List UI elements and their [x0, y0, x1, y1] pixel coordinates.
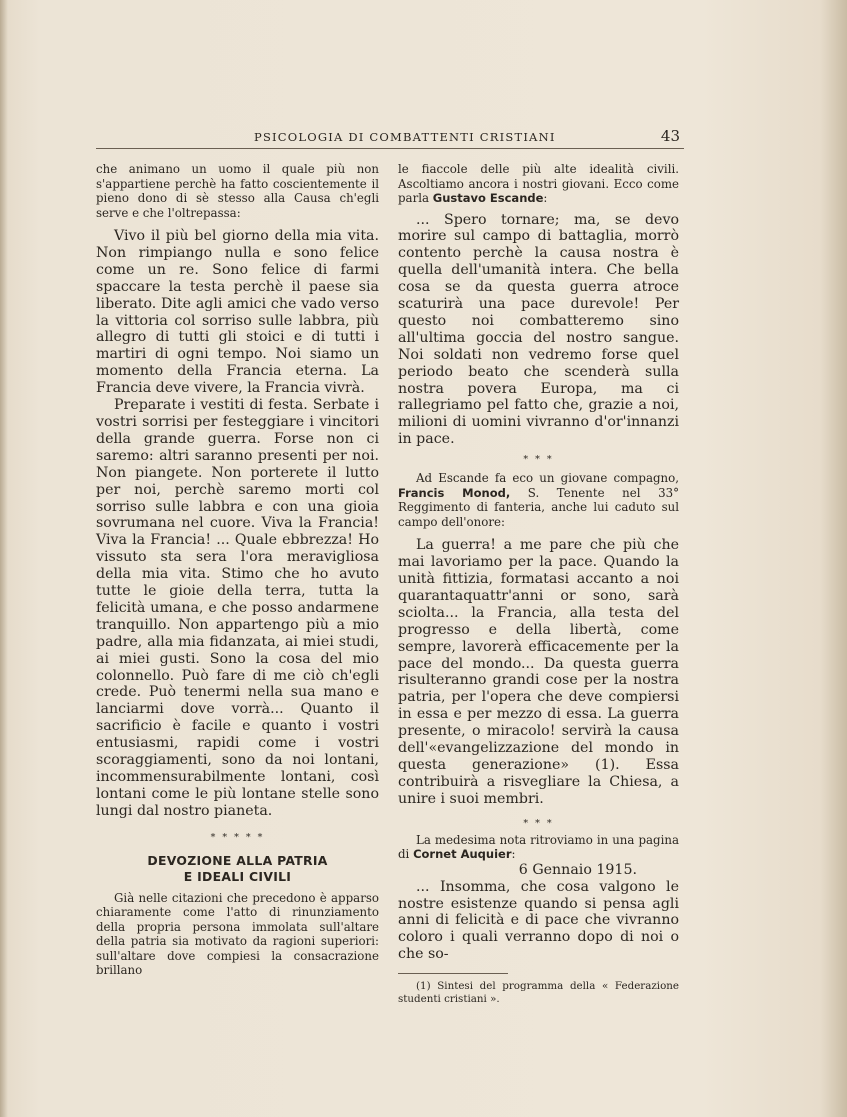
- page-header: [96, 128, 684, 149]
- person-name: Cornet Auquier: [413, 847, 512, 862]
- section-heading: [96, 853, 379, 885]
- paragraph-text: le fiaccole delle più alte idealità civili. Ascoltiamo ancora i nostri giovani. Ecco come parla: [398, 162, 679, 205]
- paragraph: [398, 471, 679, 529]
- paragraph: che animano un uomo il quale più non s'appartiene perchè ha fatto coscientemente il pieno dono di sè stesso alla Causa ch'egli serve e che l'oltrepassa:: [96, 162, 379, 220]
- quote-paragraph: ... Insomma, che cosa valgono le nostre esistenze quando si pensa agli anni di felicità e di pace che vivranno coloro i quali verranno dopo di noi o che so-: [398, 878, 679, 963]
- section-separator: * * *: [523, 454, 554, 466]
- paragraph: [398, 833, 679, 862]
- quote-paragraph: Preparate i vestiti di festa. Serbate i vostri sorrisi per festeggiare i vincitori della grande guerra. Forse non ci saremo: altri saranno presenti per noi. Non piangete. Non porterete il lutto per noi, perchè saremo morti col sorriso sulle labbra e con una gioia sovrumana nel cuore. Viva la Francia! Viva la Francia! ... Quale ebbrezza! Ho vissuto sta sera l'ora meravigliosa della mia vita. Stimo che ho avuto tutte le gioie della terra, tutta la felicità umana, e che posso andarmene tranquillo. Non appartengo più a mio padre, alla mia fidanzata, ai miei studi, ai miei gusti. Sono la cosa del mio colonnello. Può fare di me ciò ch'egli crede. Può tenermi nella sua mano e lanciarmi dove vorrà... Quanto il sacrificio è facile e quanto i vostri entusiasmi, rapidi come i vostri scoraggiamenti, sono da noi lontani, incommensurabilmente lontani, così lontani come le più lontane stelle sono lungi dal nostro pianeta.: [96, 397, 379, 819]
- quote-paragraph: Vivo il più bel giorno della mia vita. Non rimpiango nulla e sono felice come un re. Sono felice di farmi spaccare la testa perchè il paese sia liberato. Dite agli amici che vado verso la vittoria col sorriso sulle labbra, più allegro di tutti gli stoici e di tutti i martiri di ogni tempo. Noi siamo un momento della Francia eterna. La Francia deve vivere, la Francia vivrà.: [96, 228, 379, 397]
- quote-paragraph: La guerra! a me pare che più che mai lavoriamo per la pace. Quando la unità fittizia, formatasi accanto a noi quarantaquattr'anni or sono, sarà sciolta... la Francia, alla testa del progresso e della libertà, come sempre, lavorerà efficacemente per la pace del mondo... Da questa guerra risulteranno grandi cose per la nostra patria, per l'opera che deve compiersi in essa e per mezzo di essa. La guerra presente, o miracolo! servirà la causa dell'«evangelizzazione del mondo in questa generazione» (1). Essa contribuirà a risvegliare la Chiesa, a unire i suoi membri.: [398, 537, 679, 807]
- section-separator: * * * * *: [210, 831, 265, 843]
- right-column: [398, 162, 679, 1006]
- section-separator: * * *: [523, 817, 554, 829]
- person-name: Gustavo Escande: [432, 191, 544, 205]
- section-heading-line: E IDEALI CIVILI: [183, 868, 292, 884]
- paragraph-text: :: [511, 847, 516, 862]
- paragraph-text: S. Tenente nel 33° Reggimento di fanteria, anche lui caduto sul campo dell'onore:: [398, 485, 679, 529]
- page-number: 43: [660, 127, 680, 145]
- paragraph: Già nelle citazioni che precedono è apparso chiaramente come l'atto di rinunziamento della propria persona immolata sull'altare della patria sia motivato da ragioni superiori: sull'altare dove compiesi la consacrazione brillano: [96, 890, 379, 978]
- paragraph-text: :: [543, 191, 548, 205]
- quote-paragraph: ... Spero tornare; ma, se devo morire sul campo di battaglia, morrò contento perchè la causa nostra è quella dell'umanità intera. Che bella cosa se da questa guerra atroce scaturirà una pace durevole! Per questo noi combatteremo sino all'ultima goccia del nostro sangue. Noi soldati non vedremo forse quel periodo beato che scenderà sulla nostra povera Europa, ma ci rallegriamo pel fatto che, grazie a noi, milioni di uomini vivranno d'or'innanzi in pace.: [398, 211, 679, 448]
- letter-date: 6 Gennaio 1915.: [518, 861, 637, 878]
- footnote: (1) Sintesi del programma della « Federazione studenti cristiani ».: [398, 980, 679, 1006]
- left-column: [96, 162, 379, 978]
- paragraph-text: Ad Escande fa eco un giovane compagno,: [416, 471, 679, 486]
- paragraph: [398, 162, 679, 206]
- footnote-rule: [398, 973, 508, 974]
- section-heading-line: DEVOZIONE ALLA PATRIA: [147, 852, 328, 868]
- running-title: PSICOLOGIA DI COMBATTENTI CRISTIANI: [254, 130, 556, 144]
- paragraph-text: La medesima nota ritroviamo in una pagina di: [398, 832, 679, 862]
- person-name: Francis Monod,: [398, 485, 511, 500]
